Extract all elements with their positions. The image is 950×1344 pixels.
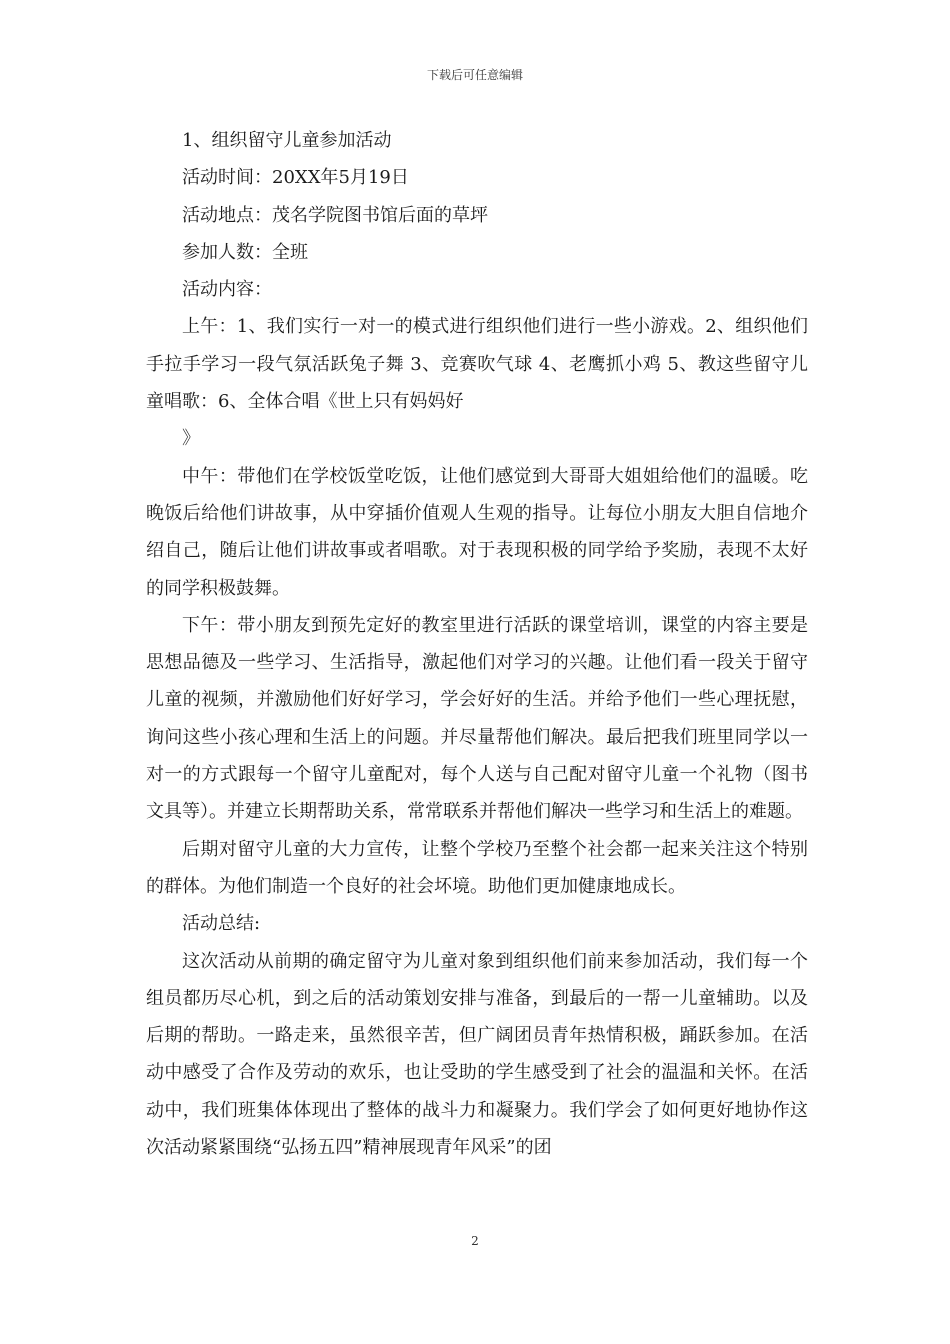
paragraph-summary: 这次活动从前期的确定留守为儿童对象到组织他们前来参加活动，我们每一个组员都历尽心机，到之后的活动策划安排与准备，到最后的一帮一儿童辅助。以及后期的帮助。一路走来，虽然很辛苦，但广阔团员青年热情积极，踊跃参加。在活动中感受了合作及劳动的欢乐，也让受助的学生感受到了社会的温温和关怀。在活动中，我们班集体体现出了整体的战斗力和凝聚力。我们学会了如何更好地协作这次活动紧紧围绕“弘扬五四”精神展现青年风采”的团	[146, 950, 808, 1159]
document-body	[146, 122, 808, 1166]
paragraph-participants: 参加人数：全班	[182, 241, 308, 263]
page-number: 2	[471, 1234, 479, 1248]
paragraph-morning-end: 》	[182, 428, 200, 450]
paragraph-summary-heading: 活动总结:	[182, 913, 261, 935]
page-header: 下载后可任意编辑	[426, 68, 523, 82]
paragraph-afternoon: 下午：带小朋友到预先定好的教室里进行活跃的课堂培训，课堂的内容主要是思想品德及一些学习、生活指导，激起他们对学习的兴趣。让他们看一段关于留守儿童的视频，并激励他们好好学习，学会好好的生活。并给予他们一些心理抚慰，询问这些小孩心理和生活上的问题。并尽量帮他们解决。最后把我们班里同学以一对一的方式跟每一个留守儿童配对，每个人送与自己配对留守儿童一个礼物（图书文具等）。并建立长期帮助关系，常常联系并帮他们解决一些学习和生活上的难题。	[146, 614, 808, 823]
paragraph-item-title: 1、组织留守儿童参加活动	[182, 130, 392, 151]
paragraph-activity-time: 活动时间：20XX年5月19日	[182, 167, 409, 189]
paragraph-noon: 中午：带他们在学校饭堂吃饭，让他们感觉到大哥哥大姐姐给他们的温暖。吃晚饭后给他们讲故事，从中穿插价值观人生观的指导。让每位小朋友大胆自信地介绍自己，随后让他们讲故事或者唱歌。对于表现积极的同学给予奖励，表现不太好的同学积极鼓舞。	[146, 465, 808, 599]
paragraph-morning: 上午：1、我们实行一对一的模式进行组织他们进行一些小游戏。2、组织他们手拉手学习一段气氛活跃兔子舞 3、竞赛吹气球 4、老鹰抓小鸡 5、教这些留守儿童唱歌：6、全体合唱《世上只有妈妈好	[146, 316, 808, 413]
paragraph-publicity: 后期对留守儿童的大力宣传，让整个学校乃至整个社会都一起来关注这个特别的群体。为他们制造一个良好的社会坏境。助他们更加健康地成长。	[146, 838, 808, 897]
paragraph-content-heading: 活动内容：	[182, 279, 272, 301]
paragraph-activity-place: 活动地点：茂名学院图书馆后面的草坪	[182, 204, 488, 226]
